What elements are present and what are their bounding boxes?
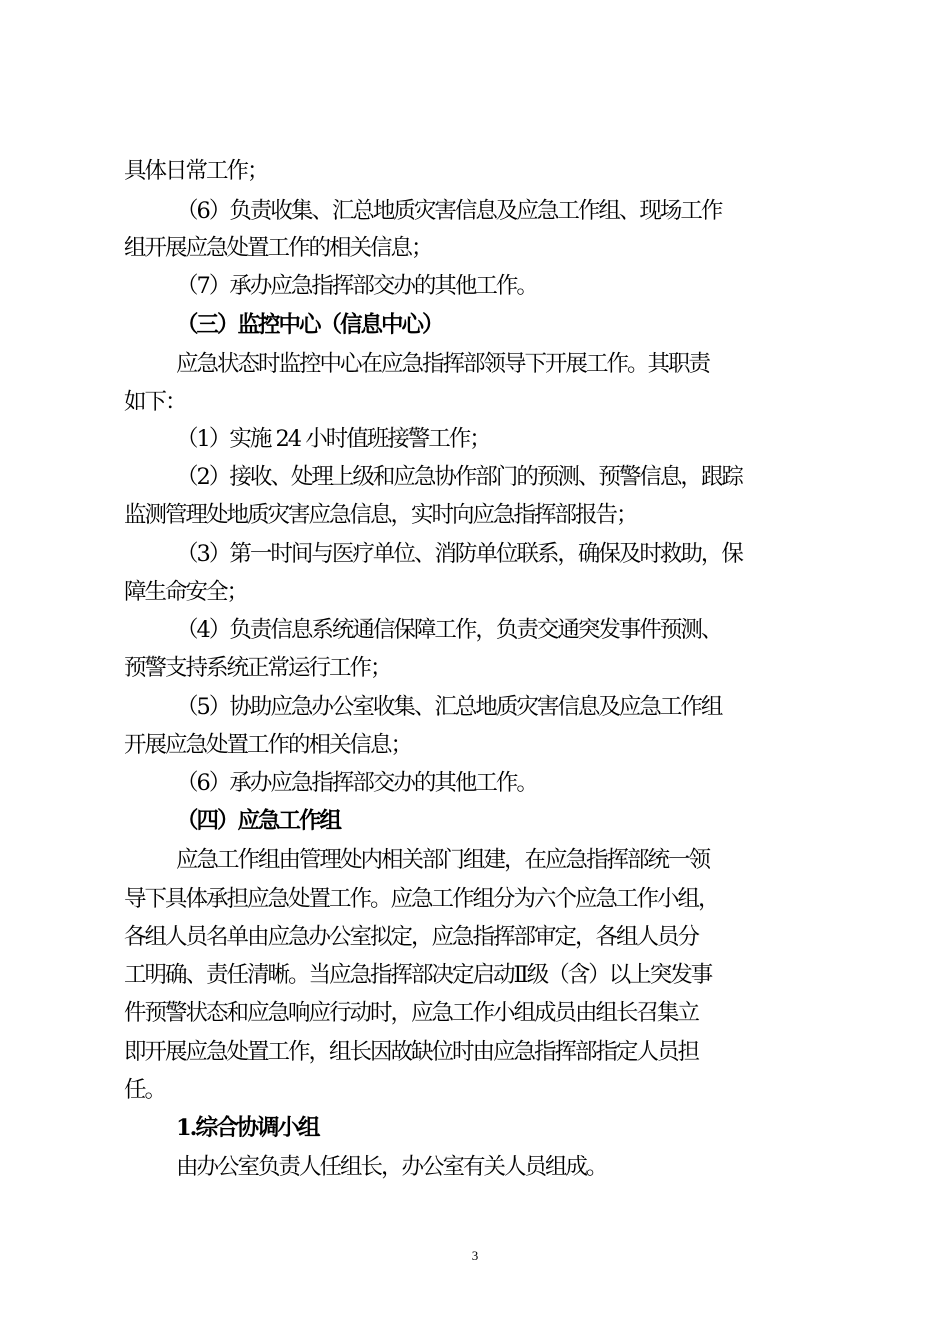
list-item-line: （6）负责收集、汇总地质灾害信息及应急工作组、现场工作 — [176, 198, 722, 224]
body-text-line: 预警支持系统正常运行工作； — [124, 655, 391, 681]
body-text-line: 即开展应急处置工作，组长因故缺位时由应急指挥部指定人员担 — [124, 1039, 699, 1065]
list-item-line: （7）承办应急指挥部交办的其他工作。 — [176, 273, 537, 299]
section-heading: （四）应急工作组 — [176, 808, 341, 834]
body-text-line: 障生命安全； — [124, 579, 248, 605]
list-item-line: （4）负责信息系统通信保障工作，负责交通突发事件预测、 — [176, 617, 722, 643]
page-number: 3 — [471, 1248, 479, 1263]
body-text-line: 如下： — [124, 389, 186, 415]
body-text-line: 件预警状态和应急响应行动时，应急工作小组成员由组长召集立 — [124, 1000, 699, 1026]
body-text-line: 组开展应急处置工作的相关信息； — [124, 235, 432, 261]
list-item-line: （6）承办应急指挥部交办的其他工作。 — [176, 770, 537, 796]
body-text-line: 工明确、责任清晰。当应急指挥部决定启动Ⅱ级（含）以上突发事 — [124, 962, 712, 988]
body-text-line: 各组人员名单由应急办公室拟定，应急指挥部审定，各组人员分 — [124, 924, 699, 950]
list-item-line: （1）实施 24 小时值班接警工作； — [176, 426, 490, 452]
body-text-line: 具体日常工作； — [124, 158, 268, 184]
list-item-line: （5）协助应急办公室收集、汇总地质灾害信息及应急工作组 — [176, 694, 722, 720]
body-text-line: 导下具体承担应急处置工作。应急工作组分为六个应急工作小组， — [124, 886, 719, 912]
body-text-line: 监测管理处地质灾害应急信息，实时向应急指挥部报告； — [124, 502, 637, 528]
paragraph-line: 由办公室负责人任组长，办公室有关人员组成。 — [176, 1154, 607, 1180]
paragraph-line: 应急状态时监控中心在应急指挥部领导下开展工作。其职责 — [176, 351, 710, 377]
section-heading: （三）监控中心（信息中心） — [176, 312, 443, 338]
body-text-line: 开展应急处置工作的相关信息； — [124, 732, 412, 758]
paragraph-line: 应急工作组由管理处内相关部门组建，在应急指挥部统一领 — [176, 847, 710, 873]
list-item-line: （3）第一时间与医疗单位、消防单位联系，确保及时救助，保 — [176, 541, 742, 567]
subsection-heading: 1.综合协调小组 — [176, 1115, 319, 1141]
body-text-line: 任。 — [124, 1077, 166, 1103]
list-item-line: （2）接收、处理上级和应急协作部门的预测、预警信息，跟踪 — [176, 464, 742, 490]
